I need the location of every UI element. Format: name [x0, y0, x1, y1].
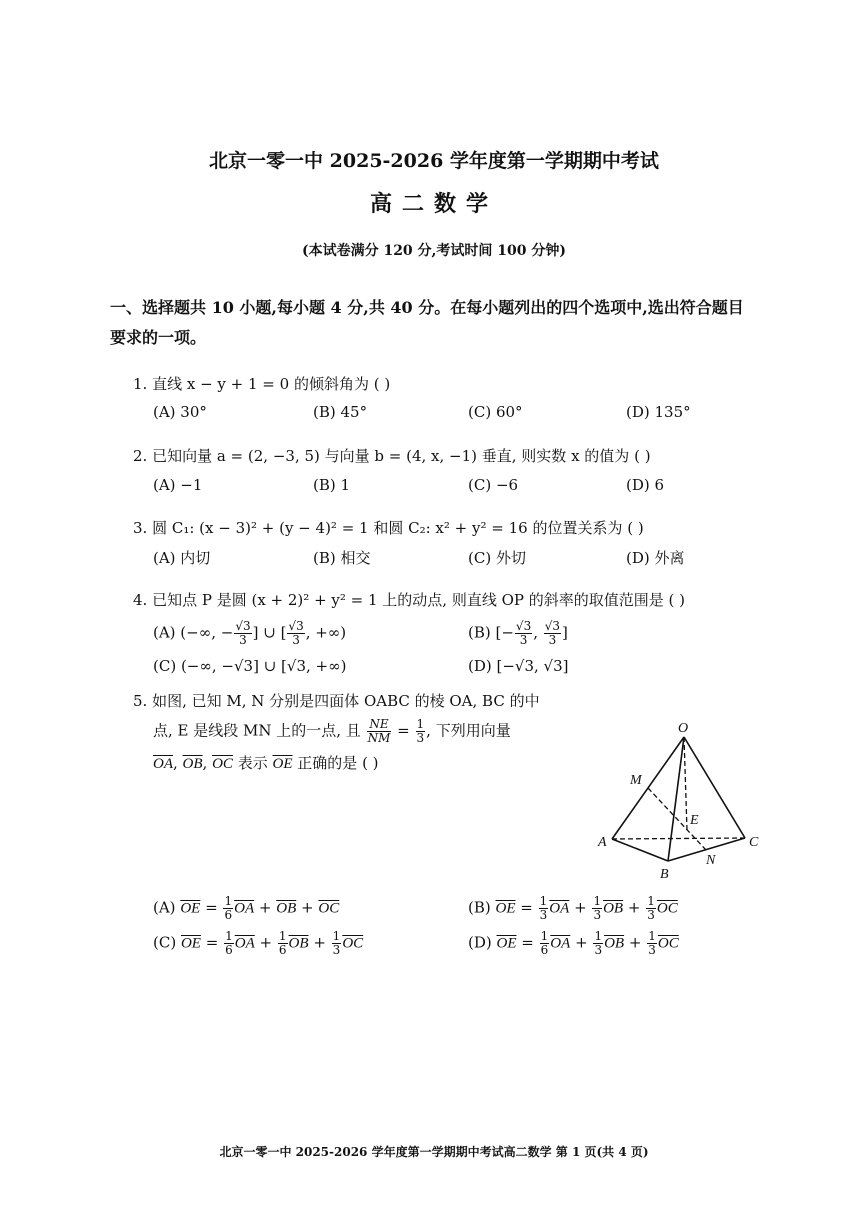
vec-oc: $\overline{OC}$ — [318, 900, 340, 917]
label-n: N — [706, 853, 716, 868]
edge-ac-hidden — [612, 838, 745, 839]
plus-sign: + — [628, 933, 642, 952]
q5-line3-f: 正确的是 ( ) — [297, 754, 379, 772]
vec-oa: $\overline{OA}$ — [549, 900, 570, 917]
vec-oe: $\overline{OE}$ — [272, 756, 293, 772]
vec-oe: $\overline{OE}$ — [180, 935, 201, 952]
plus-sign: + — [259, 933, 273, 952]
frac-den: 3 — [416, 731, 425, 745]
plus-sign: + — [258, 898, 272, 917]
q4-a-frac1 — [234, 620, 251, 647]
q4-b-frac2 — [544, 620, 561, 647]
segment-oe-hidden — [684, 737, 687, 830]
equals-sign: = — [205, 933, 219, 952]
q4-a-mid: ] ∪ [ — [252, 623, 287, 642]
frac-num: √3 — [288, 619, 304, 633]
q3-option-b: (B) 相交 — [313, 549, 371, 567]
q5-option-c — [153, 930, 363, 957]
frac-den: 6 — [278, 943, 287, 957]
frac-num: √3 — [515, 619, 532, 633]
frac-den: 6 — [540, 943, 549, 957]
frac-num: 1 — [224, 894, 233, 908]
label-a: A — [598, 835, 607, 850]
frac-num: 1 — [539, 894, 548, 908]
q4-b-suffix: ] — [562, 623, 568, 642]
option-label: (C) — [153, 933, 177, 952]
frac-den: 3 — [648, 943, 656, 957]
q2-option-d: (D) 6 — [626, 476, 665, 494]
frac-num: NE — [367, 718, 392, 732]
q3-stem: 3. 圆 C₁: (x − 3)² + (y − 4)² = 1 和圆 C₂: x² + y² = 16 的位置关系为 ( ) — [133, 519, 644, 537]
label-c: C — [749, 835, 759, 850]
q5-one-third — [416, 718, 426, 745]
q4-option-d: (D) [−√3, √3] — [468, 657, 569, 675]
q1-option-d: (D) 135° — [626, 403, 691, 421]
q1-option-b: (B) 45° — [313, 403, 368, 421]
frac-num: 1 — [416, 717, 425, 731]
frac-num: √3 — [235, 619, 251, 633]
vec-ob: $\overline{OB}$ — [276, 900, 297, 917]
frac-num: √3 — [544, 619, 561, 633]
coef-3 — [647, 930, 657, 957]
frac-num: 1 — [540, 929, 549, 943]
vec-oc: $\overline{OC}$ — [657, 935, 679, 952]
q4-stem: 4. 已知点 P 是圆 (x + 2)² + y² = 1 上的动点, 则直线 OP 的斜率的取值范围是 ( ) — [133, 591, 686, 609]
q5-ratio-frac — [367, 718, 392, 745]
equals-sign: = — [521, 933, 534, 952]
coef-1 — [223, 895, 233, 922]
vec-oa: $\overline{OA}$ — [234, 935, 255, 952]
coef-3 — [332, 930, 342, 957]
option-label: (A) — [153, 898, 176, 917]
label-e: E — [690, 813, 699, 828]
q4-a-suffix: , +∞) — [305, 623, 347, 642]
q5-line2-eq: = — [397, 721, 410, 740]
coef-3 — [646, 895, 656, 922]
q2-option-b: (B) 1 — [313, 476, 351, 494]
frac-den: 3 — [519, 633, 528, 647]
q5-line2-a: 点, E 是线段 MN 上的一点, 且 — [153, 721, 361, 740]
q4-option-b — [468, 620, 568, 647]
frac-den: 3 — [332, 943, 341, 957]
section-heading — [110, 293, 840, 353]
frac-num: 1 — [594, 929, 603, 943]
vec-oc: $\overline{OC}$ — [342, 935, 364, 952]
section-heading-line2: 要求的一项。 — [110, 328, 207, 347]
coef-2 — [278, 930, 288, 957]
label-m: M — [630, 773, 642, 788]
vec-oa: $\overline{OA}$ — [550, 935, 571, 952]
vec-oc: $\overline{OC}$ — [656, 900, 678, 917]
q4-option-a — [153, 620, 346, 647]
q4-b-frac1 — [515, 620, 532, 647]
frac-num: 1 — [225, 929, 233, 943]
tetrahedron-figure — [590, 712, 780, 882]
vec-oc: $\overline{OC}$ — [212, 756, 233, 772]
exam-subject: 高二数学 — [369, 191, 498, 217]
frac-den: NM — [367, 731, 391, 745]
equals-sign: = — [520, 898, 533, 917]
q1-stem: 1. 直线 x − y + 1 = 0 的倾斜角为 ( ) — [133, 375, 391, 393]
section-heading-line1: 一、选择题共 10 小题,每小题 4 分,共 40 分。在每小题列出的四个选项中,选出符合题目 — [110, 298, 744, 317]
frac-den: 3 — [539, 908, 548, 922]
coef-1 — [539, 895, 549, 922]
plus-sign: + — [301, 898, 314, 917]
vec-ob: $\overline{OB}$ — [603, 900, 624, 917]
coef-2 — [593, 930, 603, 957]
vec-oe: $\overline{OE}$ — [180, 900, 201, 917]
q5-line3-d: 表示 — [237, 754, 268, 772]
frac-den: 6 — [224, 908, 233, 922]
frac-den: 3 — [548, 633, 557, 647]
exam-note: (本试卷满分 120 分,考试时间 100 分钟) — [301, 243, 567, 259]
frac-num: 1 — [647, 894, 655, 908]
q4-option-c: (C) (−∞, −√3] ∪ [√3, +∞) — [153, 657, 347, 675]
q5-line2-c: , 下列用向量 — [426, 721, 511, 740]
q3-option-d: (D) 外离 — [626, 549, 685, 567]
option-label: (D) — [468, 933, 492, 952]
q1-option-c: (C) 60° — [468, 403, 523, 421]
vec-oa: $\overline{OA}$ — [153, 756, 173, 772]
frac-num: 1 — [648, 929, 656, 943]
q4-b-mid: , — [533, 623, 543, 642]
q2-stem: 2. 已知向量 a = (2, −3, 5) 与向量 b = (4, x, −1) 垂直, 则实数 x 的值为 ( ) — [133, 447, 651, 465]
q5-option-a — [153, 895, 339, 922]
vec-oe: $\overline{OE}$ — [496, 935, 517, 952]
plus-sign: + — [627, 898, 641, 917]
q4-a-frac2 — [287, 620, 304, 647]
q2-option-c: (C) −6 — [468, 476, 519, 494]
frac-den: 3 — [593, 908, 602, 922]
q5-line3: $\overline{OA}$, $\overline{OB}$, $\overline{OC}$ 表示 $\overline{OE}$ 正确的是 ( ) — [153, 754, 379, 772]
plus-sign: + — [575, 933, 588, 952]
edge-ab — [612, 839, 668, 861]
frac-den: 3 — [647, 908, 655, 922]
option-label: (B) — [468, 898, 491, 917]
coef-2 — [592, 895, 602, 922]
q2-option-a: (A) −1 — [153, 476, 203, 494]
q1-option-a: (A) 30° — [153, 403, 207, 421]
q4-a-prefix: (A) (−∞, − — [153, 623, 234, 642]
q3-option-c: (C) 外切 — [468, 549, 526, 567]
label-b: B — [660, 867, 669, 882]
vec-oe: $\overline{OE}$ — [495, 900, 516, 917]
equals-sign: = — [205, 898, 218, 917]
frac-num: 1 — [332, 929, 341, 943]
coef-1 — [224, 930, 234, 957]
vec-ob: $\overline{OB}$ — [182, 756, 203, 772]
q5-line2 — [153, 718, 511, 745]
frac-num: 1 — [278, 929, 287, 943]
plus-sign: + — [574, 898, 587, 917]
q5-option-d — [468, 930, 679, 957]
q5-option-b — [468, 895, 678, 922]
q3-option-a: (A) 内切 — [153, 549, 211, 567]
frac-den: 3 — [594, 943, 603, 957]
frac-den: 6 — [225, 943, 233, 957]
frac-den: 3 — [239, 633, 247, 647]
vec-oa: $\overline{OA}$ — [234, 900, 255, 917]
q4-b-prefix: (B) [− — [468, 623, 514, 642]
vec-ob: $\overline{OB}$ — [288, 935, 309, 952]
coef-1 — [540, 930, 550, 957]
frac-den: 3 — [292, 633, 300, 647]
exam-title: 北京一零一中 2025-2026 学年度第一学期期中考试 — [209, 150, 659, 172]
page-footer: 北京一零一中 2025-2026 学年度第一学期期中考试高二数学 第 1 页(共 4 页) — [219, 1145, 649, 1159]
label-o: O — [678, 721, 689, 736]
plus-sign: + — [313, 933, 326, 952]
frac-num: 1 — [593, 894, 602, 908]
q5-line1: 5. 如图, 已知 M, N 分别是四面体 OABC 的棱 OA, BC 的中 — [133, 692, 540, 710]
vec-ob: $\overline{OB}$ — [604, 935, 625, 952]
